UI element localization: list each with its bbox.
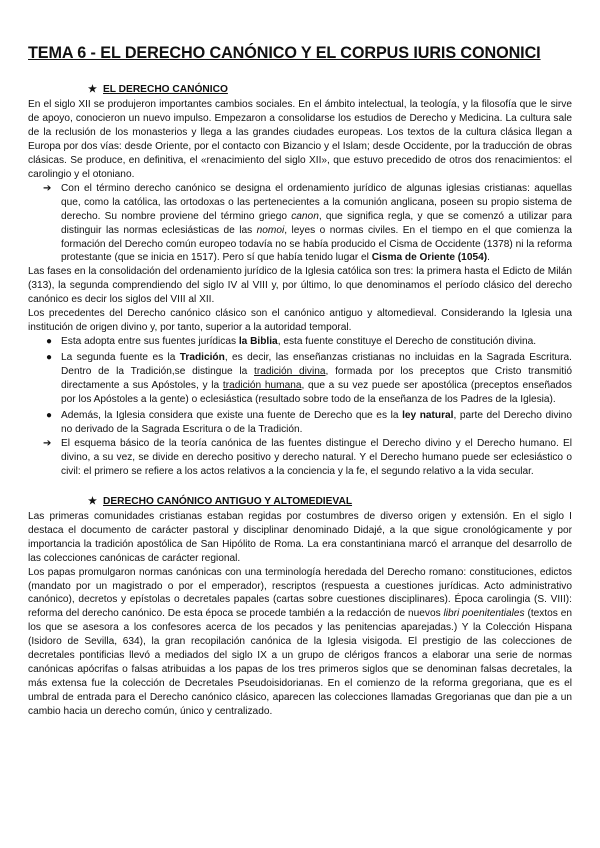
bullet-item-biblia: ● Esta adopta entre sus fuentes jurídicas la Biblia, esta fuente constituye el Derecho de constitución divina. — [46, 336, 537, 348]
star-icon: ★ — [88, 84, 98, 95]
paragraph-fases: Las fases en la consolidación del ordenamiento jurídico de la Iglesia católica son tres: la primera hasta el Edicto de Milán (313), la segunda comprendiendo del siglo IV al VIII y, por último, lo que denominamos el período clásico del derecho canónico es decir los siglos del VIII al XII. — [28, 266, 572, 306]
section-heading-derecho-canonico — [88, 83, 572, 97]
bullet-icon: ● — [46, 336, 53, 348]
paragraph-precedentes: Los precedentes del Derecho canónico clásico son el canónico antiguo y altomedieval. Considerando la Iglesia una institución de origen divino y, por tanto, superior a la autoridad temporal. — [28, 308, 572, 334]
bullet-icon: ● — [46, 409, 53, 421]
paragraph-renacimiento: En el siglo XII se produjeron importantes cambios sociales. En el ámbito intelectual, la teología, y la filosofía que le sirve de apoyo, conocieron un nuevo impulso. Empezaron a consolidarse los estudios de Derecho y Medicina. La cultura sale de la reclusión de los monasterios y llega a las grandes ciudades europeas. Los textos de la cultura clásica llegan a Europa por dos vías: desde Oriente, por el contacto con Bizancio y el Islam; desde Occidente, por la traducción de obras clásicas. Se produce, en definitiva, el «renacimiento del siglo XII», que estuvo precedido de otros dos renacimientos: el carolingio y el otoniano. — [28, 99, 572, 180]
section-heading-antiguo — [88, 495, 572, 509]
bullet-item-tradicion: ● La segunda fuente es la Tradición, es decir, las enseñanzas cristianas no incluidas en la Sagrada Escritura. Dentro de la Tradición,se distingue la tradición divina, formada por los preceptos que Cristo transmitió directamente a sus Apóstoles, y la tradición humana, que a su vez puede ser apostólica (preceptos enseñados por los Apóstoles a la gente) o eclesiástica (resultado sobre todo de la enseñanza de los Padres de la Iglesia). — [46, 352, 572, 406]
arrow-icon: ➔ — [43, 182, 52, 194]
paragraph-papas: Los papas promulgaron normas canónicas con una terminología heredada del Derecho romano: constituciones, edictos (mandato por un magistrado o por el emperador), rescriptos (respuesta a cuestiones jurídicas. Acto administrativo canónico), decretos y epístolas o decretales papales (cartas sobre cuestiones disciplinares). Época carolingia (S. VIII): reforma del derecho canónico. De esta época se procede también a la redacción de nuevos libri poenitentiales (textos en los que se asesora a los confesores acerca de los pecados y las penitencias aparejadas.) Y la Colección Hispana (Isidoro de Sevilla, 634), la gran recopilación canónica de la Iglesia visigoda. El prestigio de las colecciones de decretales pontificias llevó a mediados del siglo IX a un grupo de clérigos francos a elaborar una serie de normas canónicas apócrifas o falsas atribuidas a los papas de los tres primeros siglos que se denominan falsas decretales, la más extensa fue la colección de Decretales Pseudoisidorianas. En el comienzo de la reforma gregoriana, que es el umbral de entrada para el Derecho canónico clásico, aparecen las colecciones llamadas Gregorianas que dan pie a un cambio hacia un derecho común, único y centralizado. — [28, 566, 572, 718]
star-icon: ★ — [88, 495, 98, 507]
arrow-item-derecho-canonico: ➔ Con el término derecho canónico se designa el ordenamiento jurídico de algunas iglesias cristianas: aquellas que, como la católica, las ortodoxas o las pertenecientes a la comunión anglicana, poseen su propio sistema de derecho. Su nombre proviene del término griego canon, que significa regla, y que se comenzó a utilizar para distinguir las normas eclesiásticas de las nomoi, leyes o normas civiles. En el tiempo en el que comienza la formación del Derecho común europeo todavía no se había producido el Cisma de Occidente (1378) ni la reforma protestante (que se inicia en 1517). Pero sí que había tenido lugar el Cisma de Oriente (1054). — [43, 182, 572, 264]
bullet-item-ley-natural: ● Además, la Iglesia considera que existe una fuente de Derecho que es la ley natural, parte del Derecho divino no derivado de la Sagrada Escritura o de la Tradición. — [46, 409, 572, 435]
paragraph-primeras-comunidades: Las primeras comunidades cristianas estaban regidas por costumbres de diverso origen y extensión. En el siglo I destaca el documento de carácter pastoral y disciplinar denominado Didajé, a la que sigue cronológicamente y por importancia la tradición apostólica de San Hipólito de Roma. La era constantiniana marcó el arranque del desarrollo de las colecciones canónicas de carácter regional. — [28, 510, 572, 564]
section-heading-text: DERECHO CANÓNICO ANTIGUO Y ALTOMEDIEVAL — [103, 495, 353, 507]
page-title: TEMA 6 - EL DERECHO CANÓNICO Y EL CORPUS IURIS CONONICI — [28, 44, 541, 62]
section-heading-text: EL DERECHO CANÓNICO — [103, 84, 228, 95]
bullet-icon: ● — [46, 352, 53, 364]
arrow-item-esquema: ➔ El esquema básico de la teoría canónica de las fuentes distingue el Derecho divino y el Derecho humano. El divino, a su vez, se divide en derecho positivo y derecho natural. Y el Derecho humano puede ser eclesiástico o civil: el primero se refiere a los actos relativos a la conciencia y la fe, el segundo relativo a la vida secular. — [43, 437, 572, 477]
arrow-icon: ➔ — [43, 437, 52, 449]
